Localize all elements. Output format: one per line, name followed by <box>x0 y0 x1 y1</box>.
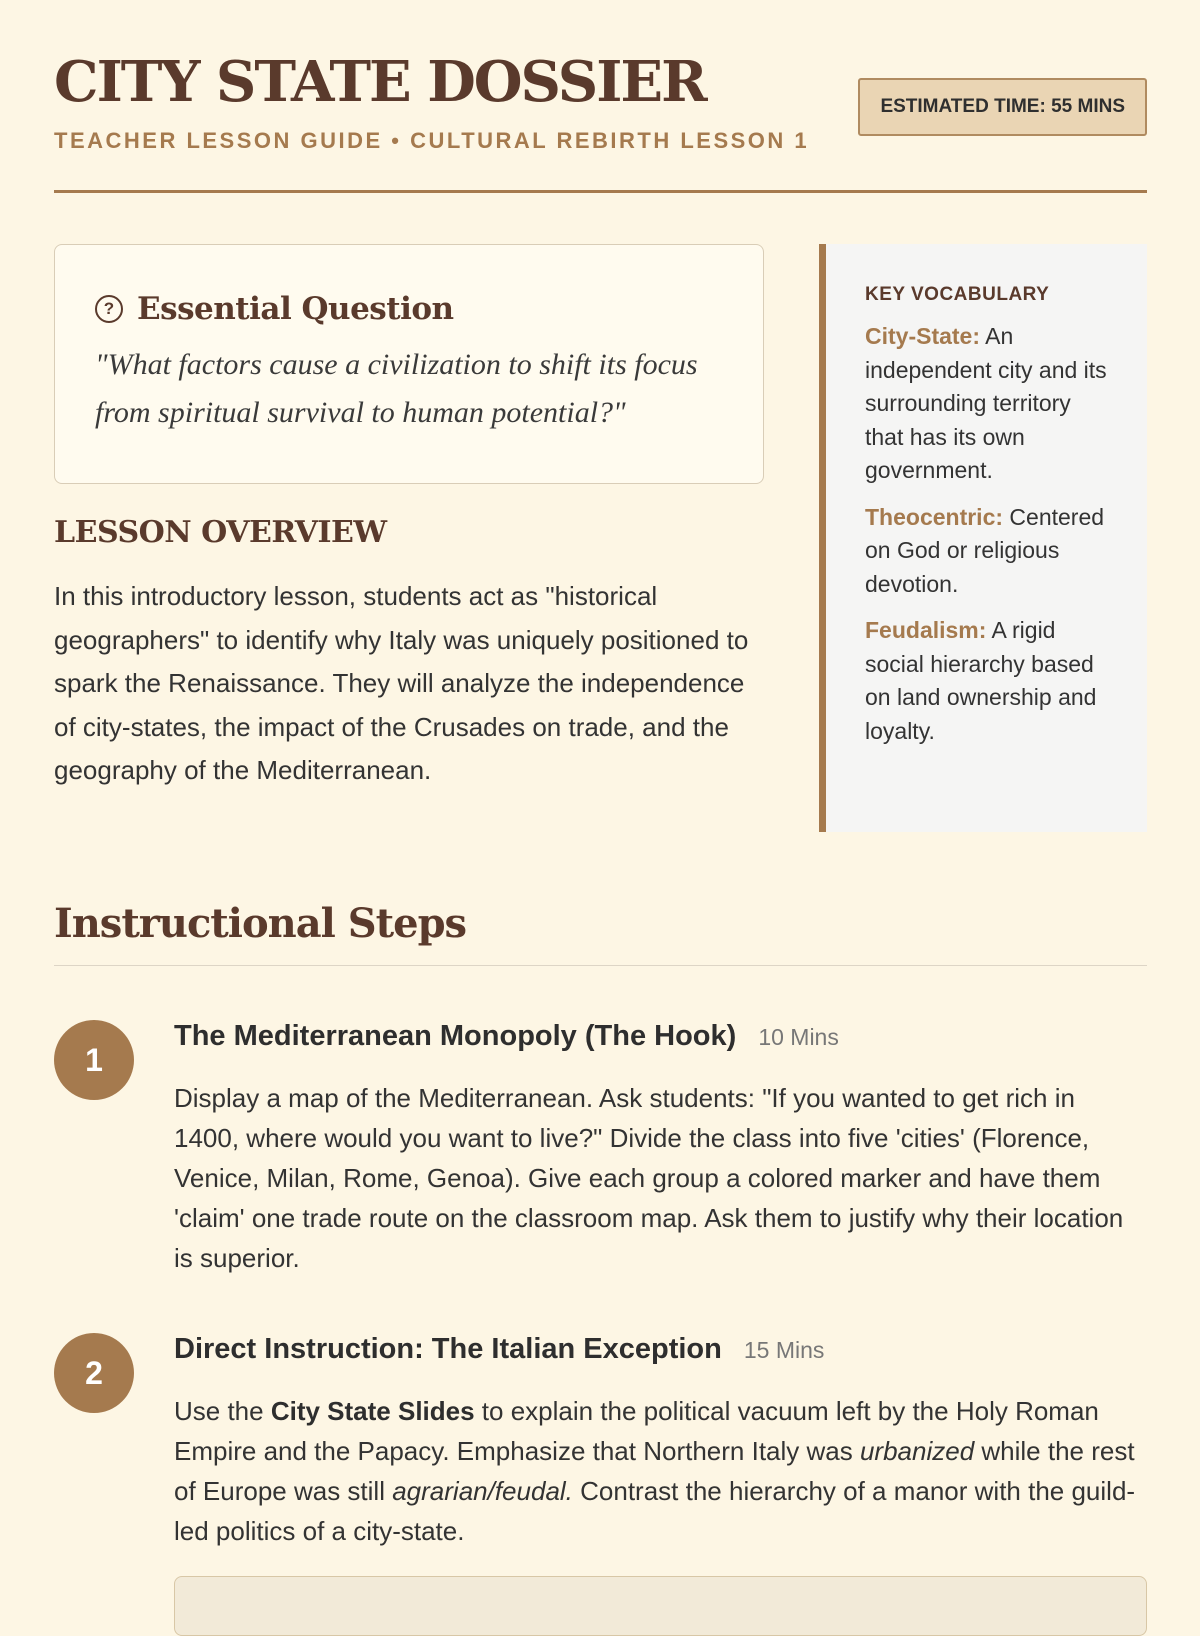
lesson-overview-title: LESSON OVERVIEW <box>54 515 387 550</box>
vocab-item <box>865 614 1111 748</box>
step-title: The Mediterranean Monopoly (The Hook) <box>174 1020 737 1052</box>
divider <box>54 965 1147 966</box>
lesson-overview-text: In this introductory lesson, students act as "historical geographers" to identify why Italy was uniquely positioned to spark the Renaissance. They will analyze the independence of city-states, the impact of the Crusades on trade, and the geography of the Mediterranean. <box>54 581 749 785</box>
estimated-time-badge: ESTIMATED TIME: 55 MINS <box>858 78 1147 136</box>
page-title: CITY STATE DOSSIER <box>54 49 706 115</box>
text-run: to explain the political vacuum left by the Holy Roman Empire and the Papacy. Emphasize that Northern Italy was <box>174 1396 1099 1466</box>
step-duration: 10 Mins <box>758 1024 839 1050</box>
step-description: Display a map of the Mediterranean. Ask students: "If you wanted to get rich in 1400, where would you want to live?" Divide the class into five 'cities' (Florence, Venice, Milan, Rome, Genoa). Give each group a colored marker and have them 'claim' one trade route on the classroom map. Ask them to justify why their location is superior. <box>174 1083 1124 1273</box>
step-number-badge: 2 <box>54 1333 134 1413</box>
step-2-callout-box <box>174 1576 1147 1636</box>
step-body <box>174 1333 1147 1551</box>
step-duration: 15 Mins <box>743 1337 825 1363</box>
step-header <box>174 1333 1147 1381</box>
essential-question-text: "What factors cause a civilization to shift its focus from spiritual survival to human potential?" <box>95 348 698 429</box>
essential-question-card <box>54 244 764 484</box>
vocab-definition: Centered on God or religious devotion. <box>865 503 1105 597</box>
vocab-item <box>865 501 1111 602</box>
step-number-badge: 1 <box>54 1020 134 1100</box>
text-run: agrarian/feudal. <box>392 1476 573 1506</box>
vocab-term: City-State: <box>865 323 981 349</box>
text-run: Use the <box>174 1396 271 1426</box>
instructional-steps-title: Instructional Steps <box>54 900 467 947</box>
text-run: while the rest of Europe was still <box>174 1436 1135 1506</box>
page-header <box>54 0 1147 193</box>
essential-question-title: Essential Question <box>137 291 454 327</box>
key-vocabulary-panel <box>819 244 1147 832</box>
essential-question-header <box>95 291 723 327</box>
help-circle-icon: ? <box>95 295 123 323</box>
step-header <box>174 1020 1147 1068</box>
step-body <box>174 1020 1147 1278</box>
key-vocabulary-title: KEY VOCABULARY <box>865 284 1050 305</box>
vocab-term: Feudalism: <box>865 617 987 643</box>
step-title: Direct Instruction: The Italian Exception <box>174 1333 722 1365</box>
page-subtitle: TEACHER LESSON GUIDE • CULTURAL REBIRTH LESSON 1 <box>54 128 810 153</box>
lesson-page <box>54 0 1147 1546</box>
vocab-item <box>865 320 1111 488</box>
vocab-definition: An independent city and its surrounding territory that has its own government. <box>865 323 1107 483</box>
step-description <box>174 1391 1147 1551</box>
vocab-definition: A rigid social hierarchy based on land ownership and loyalty. <box>865 617 1097 744</box>
resource-link-city-state-slides: City State Slides <box>270 1396 475 1426</box>
text-run: Contrast the hierarchy of a manor with the guild-led politics of a city-state. <box>174 1476 1136 1546</box>
vocab-term: Theocentric: <box>865 503 1004 530</box>
text-run: urbanized <box>859 1436 975 1466</box>
